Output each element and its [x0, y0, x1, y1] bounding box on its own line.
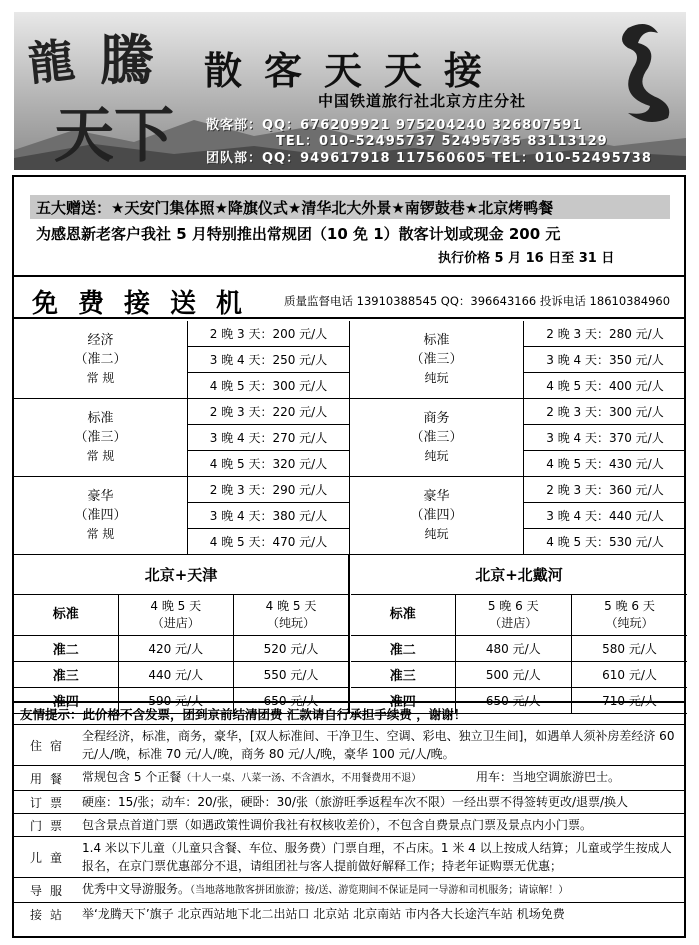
price-group: 豪华 （准四） 纯玩 2 晚 3 天：360 元/人 3 晚 4 天：440 元/人 4 晚 5 天：530 元/人: [350, 477, 686, 555]
note-row-guide: 导服 优秀中文导游服务。（当地落地散客拼团旅游；接/送、游览期间不保证是同一导游和司机服务；请谅解！）: [14, 878, 684, 903]
note-row-ticket: 订票 硬座：15/张；动车：20/张，硬卧：30/张（旅游旺季返程车次不限）一经出票不得签转更改/退票/换人: [14, 791, 684, 814]
agency-name: 中国铁道旅行社北京方庄分社: [318, 92, 527, 110]
header-banner: [14, 12, 686, 170]
contact-line-2: TEL：010-52495737 52495735 83113129: [276, 134, 608, 149]
note-row-station: 接站 举‘龙腾天下’旗子 北京西站地下北二出站口 北京站 北京南站 市内各大长途汽车站 机场免费: [29, 907, 565, 922]
logo-char-2: 騰: [100, 28, 154, 92]
pickup-phones: 质量监督电话 13910388545 QQ：396643166 投诉电话 18610384960: [284, 294, 671, 308]
price-group: 标准 （准三） 纯玩 2 晚 3 天：280 元/人 3 晚 4 天：350 元/人 4 晚 5 天：400 元/人: [350, 321, 686, 399]
price-group: 豪华 （准四） 常 规 2 晚 3 天：290 元/人 3 晚 4 天：380 元/人 4 晚 5 天：470 元/人: [14, 477, 349, 555]
price-group: 经济 （准二） 常 规 2 晚 3 天：200 元/人 3 晚 4 天：250 元/人 4 晚 5 天：300 元/人: [14, 321, 349, 399]
route-title: 北京+天津: [14, 555, 348, 595]
price-group: 商务 （准三） 纯玩 2 晚 3 天：300 元/人 3 晚 4 天：370 元/人 4 晚 5 天：430 元/人: [350, 399, 686, 477]
contact-line-3: 团队部：QQ：949617918 117560605 TEL：010-52495738: [206, 151, 652, 166]
route-beijing-tianjin: 北京+天津 标准 4 晚 5 天 （进店） 4 晚 5 天 （纯玩） 准二 420 元/人 520 元/人 准三 440 元/人 550 元/人 准四 590 元/人 650 元/人: [14, 555, 350, 714]
note-row-child: 儿童 1.4 米以下儿童（儿童只含餐、车位、服务费）门票自理，不占床。1 米 4 以上按成人结算；儿童或学生按成人报名，在京门票优惠部分不退，请组团社与客人提前做好解释工作；持老年证购票无优惠；: [14, 837, 684, 878]
note-row-meal: 用餐 常规包含 5 个正餐（十人一桌、八菜一汤、不含酒水，不用餐费用不退） 用车：当地空调旅游巴士。: [14, 766, 684, 791]
price-group: 标准 （准三） 常 规 2 晚 3 天：220 元/人 3 晚 4 天：270 元/人 4 晚 5 天：320 元/人: [14, 399, 349, 477]
logo-char-3: 天下: [54, 101, 174, 170]
pickup-title: 免费接送机: [32, 289, 263, 319]
contact-line-1: 散客部：QQ：676209921 975204240 326807591: [206, 118, 583, 133]
note-row-stay: 住宿 全程经济，标准，商务，豪华，[双人标准间、干净卫生、空调、彩电、独立卫生间]，如遇单人须补房差经济 60 元/人/晚，标准 70 元/人/晚，商务 80 元/人/晚，豪华 100 元/人/晚。: [14, 725, 684, 766]
pickup-bar: [14, 275, 684, 319]
slogan: 散客天天接: [204, 48, 505, 93]
gift-banner: 五大赠送：★天安门集体照★降旗仪式★清华北大外景★南锣鼓巷★北京烤鸭餐: [30, 195, 670, 219]
left-price-column: [14, 321, 350, 555]
promo-text: 为感恩新老客户我社 5 月特别推出常规团（10 免 1）散客计划或现金 200 元: [36, 225, 561, 243]
friendly-tip: 友情提示：此价格不含发票，团到京前结清团费 汇款请自行承担手续费 ，谢谢！: [14, 703, 684, 725]
route-beijing-beidaihe: 北京+北戴河 标准 5 晚 6 天 （进店） 5 晚 6 天 （纯玩） 准二 480 元/人 580 元/人 准三 500 元/人 610 元/人 准四 650 元/人 710 元/人: [351, 555, 687, 714]
price-period: 执行价格 5 月 16 日至 31 日: [438, 251, 615, 266]
swirl-logo-icon: [588, 18, 676, 128]
note-row-gate: 门票 包含景点首道门票（如遇政策性调价我社有权核收差价），不包含自费景点门票及景点内小门票。: [14, 814, 684, 837]
logo-char-1: 龍: [25, 32, 78, 92]
notes-section: [14, 701, 684, 925]
right-price-column: [350, 321, 686, 555]
route-title: 北京+北戴河: [351, 555, 687, 595]
flyer-body: [12, 175, 686, 938]
